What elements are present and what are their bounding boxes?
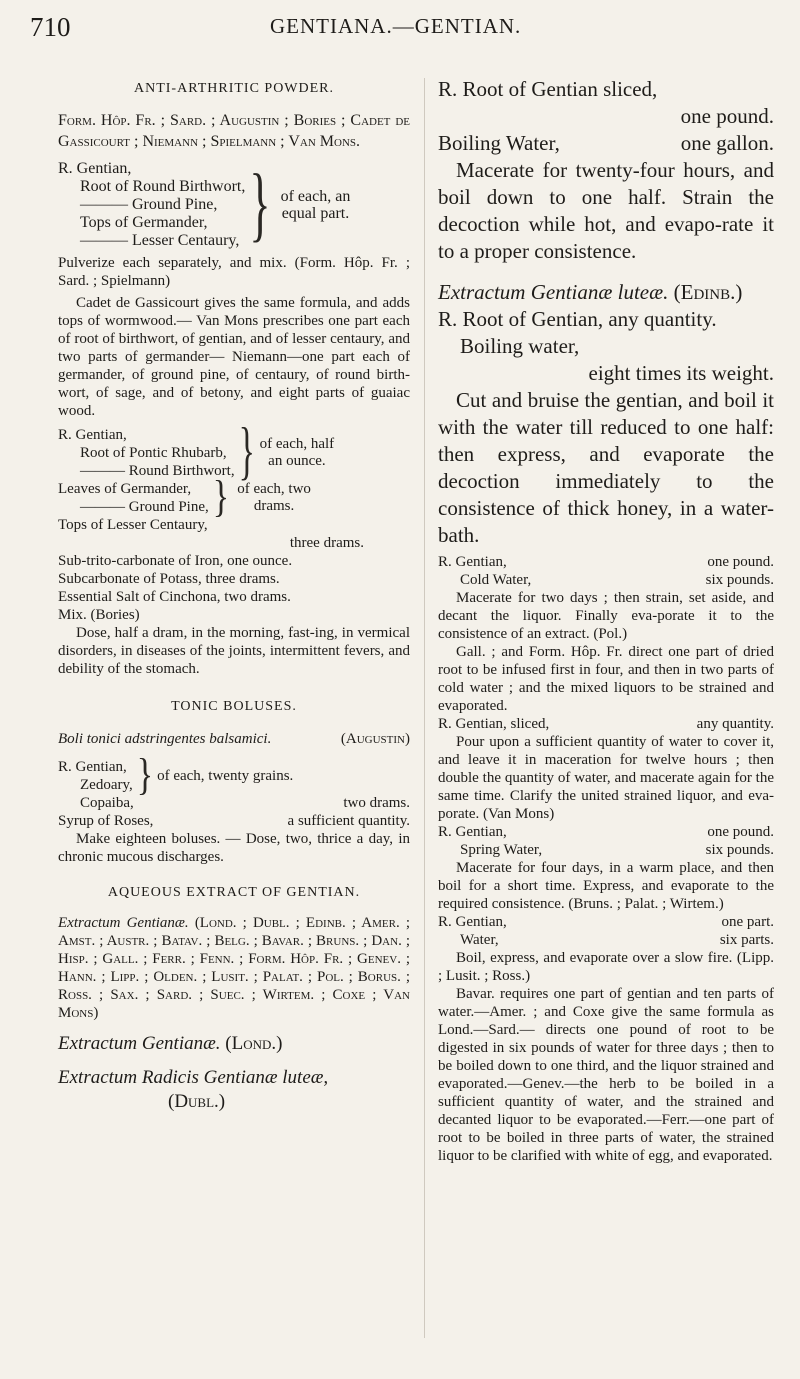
recipe-item: R. Gentian, sliced, <box>438 716 550 732</box>
recipe-item: ——— Lesser Centaury, <box>80 232 240 249</box>
recipe-item: R. Gentian, <box>438 824 507 840</box>
recipe-item: Cold Water, <box>460 572 532 588</box>
paragraph: Macerate for two days ; then strain, set aside, and decant the liquor. Finally eva-porate it to the consistence of an extract. (Pol.) <box>438 590 774 642</box>
recipe-line <box>438 715 774 733</box>
latin-title: Extractum Gentianæ. <box>58 1033 221 1054</box>
recipe-item: R. Gentian, <box>58 160 132 177</box>
recipe-item: Tops of Lesser Centaury, <box>58 517 208 533</box>
recipe-item: Tops of Germander, <box>80 214 208 231</box>
source: (Augustin) <box>340 731 410 747</box>
recipe-item: Water, <box>460 932 499 948</box>
recipe-item: Sub-trito-carbonate of Iron, one ounce. <box>58 553 293 569</box>
recipe-quantity: one gallon. <box>680 131 774 155</box>
recipe-quantity: six pounds. <box>705 572 774 588</box>
recipe-quantity: of each, two drams. <box>237 481 311 514</box>
recipe-items <box>58 758 133 794</box>
recipe-a <box>58 416 410 488</box>
extract-dubl <box>58 1066 410 1114</box>
sources-paragraph: Form. Hôp. Fr. ; Sard. ; Augustin ; Bories ; Cadet de Gassicourt ; Niemann ; Spielmann ; Van Mons. <box>58 112 410 150</box>
column-divider <box>424 78 425 1338</box>
recipe-quantity: any quantity. <box>696 716 774 732</box>
heading-tonic-boluses: TONIC BOLUSES. <box>171 699 297 714</box>
recipe-line <box>58 812 410 830</box>
paragraph: Gall. ; and Form. Hôp. Fr. direct one part of dried root to be infused first in four, and then in two parts of cold water ; and the mixed liquors to be strained and evaporated. <box>438 644 774 714</box>
recipe-quantity: three drams. <box>289 535 364 551</box>
paragraph: Make eighteen boluses. — Dose, two, thrice a day, in chronic mucous discharges. <box>58 831 410 865</box>
recipe-line <box>438 841 774 859</box>
recipe-item: R. Root of Gentian, any quantity. <box>438 307 717 331</box>
source: (Edinb.) <box>673 280 743 304</box>
recipe-powder <box>58 157 410 251</box>
recipe-quantity: of each, twenty grains. <box>157 768 294 784</box>
paragraph: Macerate for four days, in a warm place, and then boil for a short time. Express, and evaporate to the required consistence. (Bruns. ; Palat. ; Wirtem.) <box>438 860 774 912</box>
recipe-item: R. Root of Gentian sliced, <box>438 77 658 101</box>
left-column <box>58 80 410 1114</box>
paragraph: Cadet de Gassicourt gives the same formula, and adds tops of wormwood.— Van Mons prescribes one part each of root of birthwort, of gentian, and of lesser centaury, and two parts of germander— Niemann—one part each of germander, of ground pine, of centaury, of round birth-wort, of sage, and of betony, and eight parts of guaiac wood. <box>58 295 410 419</box>
recipe-item: R. Gentian, <box>58 759 127 775</box>
page-number: 710 <box>30 12 71 42</box>
recipe-pol-block <box>438 553 774 1165</box>
paragraph: Cut and bruise the gentian, and boil it with the water till reduced to one half: then express, and evaporate the decoction immediately to the consistence of thick honey, in a water-bath. <box>438 388 774 547</box>
recipe-items <box>58 160 245 250</box>
recipe-quantity: one pound. <box>707 824 774 840</box>
recipe-quantity: two drams. <box>343 795 410 811</box>
recipe-item: Boiling water, <box>460 334 580 358</box>
recipe-quantity: one pound. <box>707 554 774 570</box>
recipe-item: Subcarbonate of Potass, three drams. <box>58 571 280 587</box>
latin-title: Extractum Gentianæ. <box>58 915 189 931</box>
paragraph: Pulverize each separately, and mix. (Form. Hôp. Fr. ; Sard. ; Spielmann) <box>58 255 410 289</box>
source-list: (Lond. ; Dubl. ; Edinb. ; Amer. ; Amst. ; Austr. ; Batav. ; Belg. ; Bavar. ; Bruns. ; Dan. ; Hisp. ; Gall. ; Ferr. ; Fenn. ; Form. Hôp. Fr. ; Genev. ; Hann. ; Lipp. ; Olden. ; Lusit. ; Palat. ; Pol. ; Borus. ; Ross. ; Sax. ; Sard. ; Suec. ; Wirtem. ; Coxe ; Van Mons) <box>58 915 410 1021</box>
recipe-b <box>58 473 410 522</box>
formula-title <box>58 730 410 748</box>
recipe-quantity: eight times its weight. <box>588 361 774 385</box>
heading-aqueous-extract: AQUEOUS EXTRACT OF GENTIAN. <box>107 885 361 900</box>
recipe-item: R. Gentian, <box>438 914 507 930</box>
recipe-item: Syrup of Roses, <box>58 813 154 829</box>
extract-edinb-title <box>438 279 774 306</box>
source: (Dubl.) <box>168 1091 226 1112</box>
paragraph: Pour upon a sufficient quantity of water to cover it, and leave it in maceration for twelve hours ; then double the quantity of water, and macerate again for the same time. Clarify the united strained liquor, and eva-porate. (Van Mons) <box>438 734 774 822</box>
recipe-line <box>438 571 774 589</box>
recipe-item: Spring Water, <box>460 842 543 858</box>
recipe-line <box>438 823 774 841</box>
recipe-line <box>438 913 774 931</box>
recipe-line <box>58 794 410 812</box>
latin-title: Boli tonici adstringentes balsamici. <box>58 731 272 747</box>
brace: } <box>136 751 154 800</box>
recipe-quantity: a sufficient quantity. <box>287 813 410 829</box>
recipe-item: R. Gentian, <box>438 554 507 570</box>
recipe-line <box>438 553 774 571</box>
heading-anti-arthritic: ANTI-ARTHRITIC POWDER. <box>133 81 335 96</box>
recipe-items <box>58 480 209 516</box>
recipe-item: ——— Round Birthwort, <box>80 463 235 479</box>
recipe-line <box>438 130 774 157</box>
recipe-item: ——— Ground Pine, <box>80 196 218 213</box>
latin-title: Extractum Radicis Gentianæ luteæ, <box>58 1067 329 1088</box>
recipe-item: Root of Round Birthwort, <box>80 178 246 195</box>
latin-title: Extractum Gentianæ luteæ. <box>438 280 669 304</box>
recipe-quantity: six pounds. <box>705 842 774 858</box>
right-column <box>438 76 774 1165</box>
running-head: GENTIANA.—GENTIAN. <box>270 14 522 38</box>
recipe-line <box>438 931 774 949</box>
brace: } <box>249 157 271 251</box>
paragraph: Boil, express, and evaporate over a slow fire. (Lipp. ; Lusit. ; Ross.) <box>438 950 774 984</box>
source: (Lond.) <box>225 1033 283 1054</box>
recipe-quantity: of each, an equal part. <box>280 188 351 222</box>
paragraph: Macerate for twenty-four hours, and boil down to one half. Strain the decoction while hot, and evapo-rate it to a proper consistence. <box>438 158 774 263</box>
recipe-boluses <box>58 751 410 800</box>
paragraph: Bavar. requires one part of gentian and ten parts of water.—Amer. ; and Coxe give the same formula as Lond.—Sard.— directs one pound of root to be digested in six pounds of water for three days ; then to be boiled down to one third, and the liquor strained and evaporated.—Genev.—the herb to be boiled in a sufficient quantity of water, and the strained and decanted liquor to be evaporated.—Ferr.—one part of root to be boiled in three parts of water, the strained liquor to be clarified with white of egg, and evaporated. <box>438 986 774 1164</box>
recipe-item: ——— Ground Pine, <box>80 499 209 515</box>
recipe-item: Copaiba, <box>80 795 134 811</box>
recipe-item: Zedoary, <box>80 777 133 793</box>
recipe-item: Essential Salt of Cinchona, two drams. <box>58 589 291 605</box>
recipe-item: R. Gentian, <box>58 427 127 443</box>
brace: } <box>212 473 230 522</box>
extract-sources <box>58 914 410 1022</box>
recipe-quantity: one part. <box>721 914 774 930</box>
brace: } <box>238 416 255 488</box>
recipe-quantity: one pound. <box>680 104 774 128</box>
recipe-quantity: six parts. <box>719 932 774 948</box>
recipe-quantity: of each, half an ounce. <box>259 436 335 469</box>
recipe-edinb-block <box>438 306 774 549</box>
recipe-item: Boiling Water, <box>438 131 560 155</box>
extract-lond <box>58 1032 410 1056</box>
mix-line: Mix. (Bories) <box>58 607 140 623</box>
recipe-items <box>58 426 235 480</box>
recipe-item: Leaves of Germander, <box>58 481 192 497</box>
recipe-item: Root of Pontic Rhubarb, <box>80 445 227 461</box>
dose-paragraph: Dose, half a dram, in the morning, fast-ing, in vermical disorders, in diseases of the joints, intermittent fevers, and debility of the stomach. <box>58 625 410 677</box>
recipe-lond-block <box>438 76 774 265</box>
